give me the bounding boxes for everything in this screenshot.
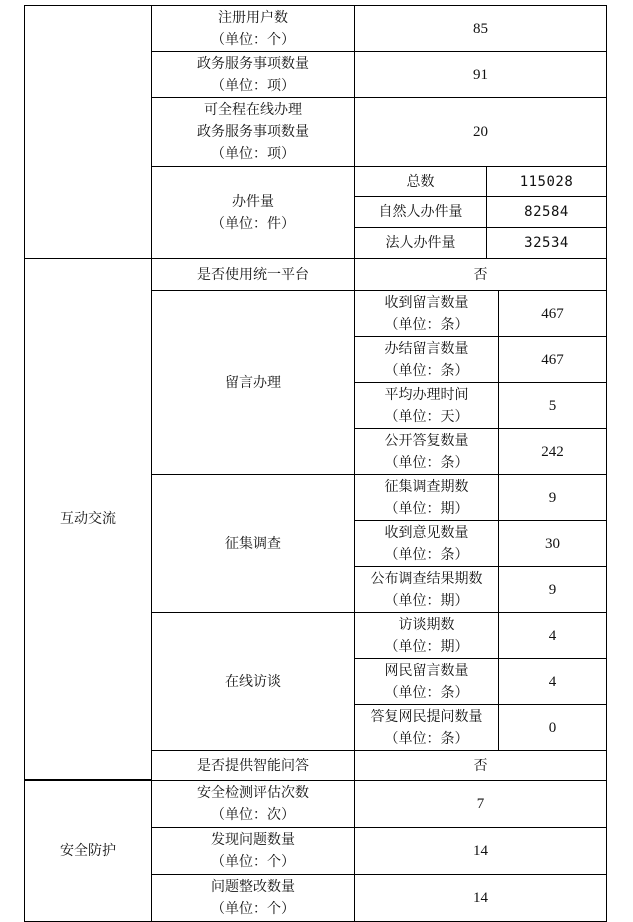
messages-avg-time-label: 平均办理时间 （单位：天） — [354, 382, 499, 429]
survey-results-value: 9 — [498, 566, 607, 613]
online-items-value: 20 — [354, 97, 607, 167]
security-checks-label: 安全检测评估次数 （单位：次） — [151, 780, 355, 828]
messages-closed-value: 467 — [498, 336, 607, 383]
security-issues-value: 14 — [354, 827, 607, 875]
interview-periods-label: 访谈期数 （单位：期） — [354, 612, 499, 659]
messages-received-label: 收到留言数量 （单位：条） — [354, 290, 499, 337]
interview-messages-value: 4 — [498, 658, 607, 705]
smart-qa-label: 是否提供智能问答 — [151, 750, 355, 781]
cases-natural-value: 82584 — [486, 196, 607, 228]
interview-replies-value: 0 — [498, 704, 607, 751]
section-security-label: 安全防护 — [24, 780, 152, 922]
interview-messages-label: 网民留言数量 （单位：条） — [354, 658, 499, 705]
survey-opinions-label: 收到意见数量 （单位：条） — [354, 520, 499, 567]
security-fixes-value: 14 — [354, 874, 607, 922]
section-service-cell — [24, 5, 152, 259]
unified-platform-value: 否 — [354, 258, 607, 291]
survey-label: 征集调查 — [151, 474, 355, 613]
registered-users-value: 85 — [354, 5, 607, 52]
survey-periods-label: 征集调查期数 （单位：期） — [354, 474, 499, 521]
survey-opinions-value: 30 — [498, 520, 607, 567]
cases-legal-value: 32534 — [486, 227, 607, 259]
cases-label: 办件量 （单位：件） — [151, 166, 355, 259]
cases-total-label: 总数 — [354, 166, 487, 197]
cases-total-value: 115028 — [486, 166, 607, 197]
interview-replies-label: 答复网民提问数量 （单位：条） — [354, 704, 499, 751]
security-checks-value: 7 — [354, 780, 607, 828]
unified-platform-label: 是否使用统一平台 — [151, 258, 355, 291]
online-items-label: 可全程在线办理 政务服务事项数量 （单位：项） — [151, 97, 355, 167]
section-interaction-label: 互动交流 — [24, 258, 152, 780]
messages-public-reply-value: 242 — [498, 428, 607, 475]
messages-received-value: 467 — [498, 290, 607, 337]
security-issues-label: 发现问题数量 （单位：个） — [151, 827, 355, 875]
registered-users-label: 注册用户数 （单位：个） — [151, 5, 355, 52]
survey-results-label: 公布调查结果期数 （单位：期） — [354, 566, 499, 613]
messages-public-reply-label: 公开答复数量 （单位：条） — [354, 428, 499, 475]
cases-legal-label: 法人办件量 — [354, 227, 487, 259]
service-items-label: 政务服务事项数量 （单位：项） — [151, 51, 355, 98]
survey-periods-value: 9 — [498, 474, 607, 521]
service-items-value: 91 — [354, 51, 607, 98]
cases-natural-label: 自然人办件量 — [354, 196, 487, 228]
interview-periods-value: 4 — [498, 612, 607, 659]
smart-qa-value: 否 — [354, 750, 607, 781]
interview-label: 在线访谈 — [151, 612, 355, 751]
messages-avg-time-value: 5 — [498, 382, 607, 429]
messages-closed-label: 办结留言数量 （单位：条） — [354, 336, 499, 383]
messages-label: 留言办理 — [151, 290, 355, 475]
security-fixes-label: 问题整改数量 （单位：个） — [151, 874, 355, 922]
